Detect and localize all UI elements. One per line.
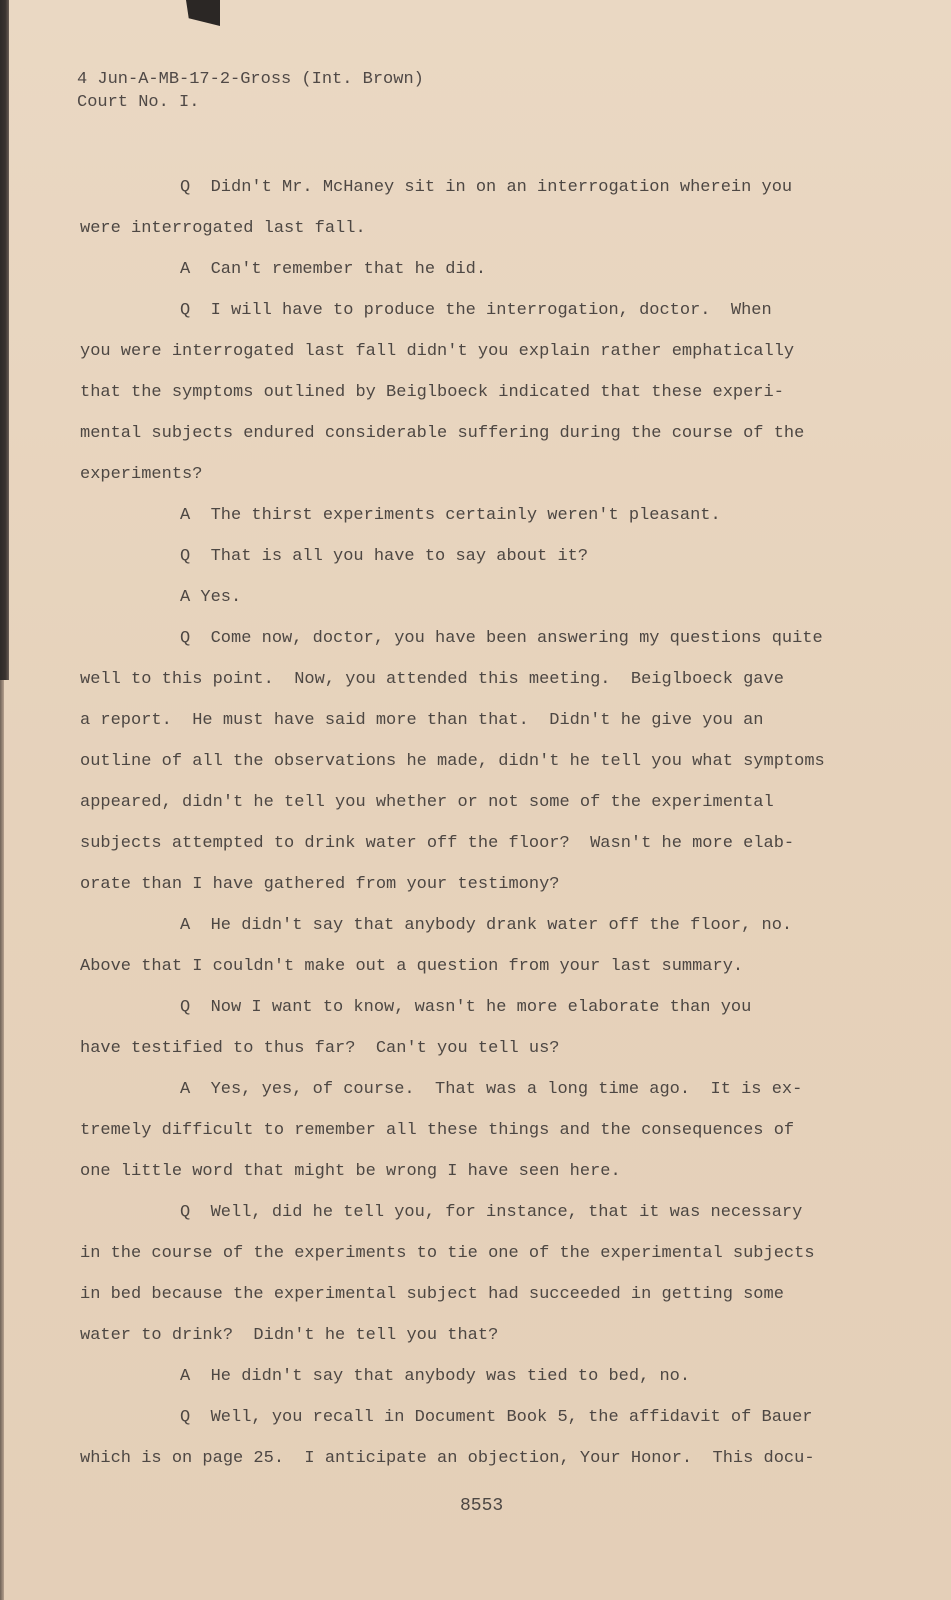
transcript-line: in bed because the experimental subject had succeeded in getting some [80, 1285, 784, 1304]
transcript-line: one little word that might be wrong I have seen here. [80, 1162, 621, 1181]
transcript-line: Q I will have to produce the interrogation, doctor. When [180, 301, 772, 320]
transcript-line: which is on page 25. I anticipate an objection, Your Honor. This docu- [80, 1449, 815, 1468]
transcript-line: subjects attempted to drink water off the floor? Wasn't he more elab- [80, 834, 795, 853]
page-number: 8553 [460, 1496, 504, 1516]
transcript-line: in the course of the experiments to tie one of the experimental subjects [80, 1244, 815, 1263]
transcript-body [80, 167, 840, 1479]
transcript-line: appeared, didn't he tell you whether or not some of the experimental [80, 793, 774, 812]
transcript-line: tremely difficult to remember all these things and the consequences of [80, 1121, 795, 1140]
binding-edge [0, 0, 9, 680]
transcript-line: Q That is all you have to say about it? [180, 547, 589, 566]
transcript-line: Q Well, you recall in Document Book 5, the affidavit of Bauer [180, 1408, 813, 1427]
transcript-line: Above that I couldn't make out a question from your last summary. [80, 957, 744, 976]
header-line-2: Court No. I. [77, 93, 200, 112]
transcript-line: A Yes, yes, of course. That was a long time ago. It is ex- [180, 1080, 803, 1099]
transcript-line: outline of all the observations he made, didn't he tell you what symptoms [80, 752, 825, 771]
transcript-line: Q Didn't Mr. McHaney sit in on an interrogation wherein you [180, 178, 793, 197]
transcript-line: well to this point. Now, you attended this meeting. Beiglboeck gave [80, 670, 784, 689]
transcript-line: mental subjects endured considerable suffering during the course of the [80, 424, 805, 443]
transcript-line: that the symptoms outlined by Beiglboeck indicated that these experi- [80, 383, 784, 402]
transcript-line: Q Well, did he tell you, for instance, that it was necessary [180, 1203, 803, 1222]
transcript-line: A He didn't say that anybody was tied to bed, no. [180, 1367, 691, 1386]
transcript-line: water to drink? Didn't he tell you that? [80, 1326, 499, 1345]
transcript-line: Q Now I want to know, wasn't he more elaborate than you [180, 998, 752, 1017]
transcript-line: experiments? [80, 465, 203, 484]
transcript-line: a report. He must have said more than that. Didn't he give you an [80, 711, 764, 730]
transcript-line: A He didn't say that anybody drank water off the floor, no. [180, 916, 793, 935]
transcript-line: you were interrogated last fall didn't you explain rather emphatically [80, 342, 795, 361]
transcript-line: were interrogated last fall. [80, 219, 366, 238]
transcript-line: A Can't remember that he did. [180, 260, 487, 279]
transcript-line: orate than I have gathered from your testimony? [80, 875, 560, 894]
binding-edge-lower [0, 680, 4, 1600]
header-line-1: 4 Jun-A-MB-17-2-Gross (Int. Brown) [77, 70, 424, 89]
document-header [77, 68, 424, 114]
torn-corner [186, 0, 220, 26]
transcript-line: Q Come now, doctor, you have been answering my questions quite [180, 629, 823, 648]
transcript-line: A The thirst experiments certainly weren't pleasant. [180, 506, 721, 525]
transcript-line: have testified to thus far? Can't you tell us? [80, 1039, 560, 1058]
transcript-line: A Yes. [180, 588, 242, 607]
